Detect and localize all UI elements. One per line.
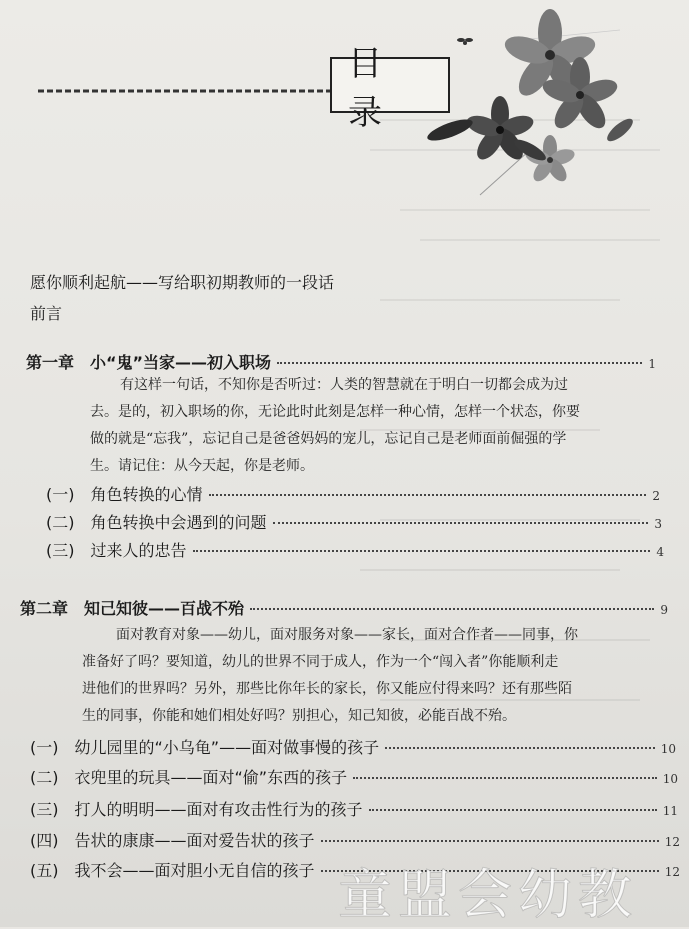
toc-entry-preface[interactable]: 前言: [30, 304, 63, 323]
chapter-1-intro: [90, 372, 580, 480]
toc-section-row[interactable]: [30, 735, 676, 758]
section-title: (一) 角色转换的心情: [46, 485, 203, 504]
toc-entry-foreword[interactable]: 愿你顺利起航——写给职初期教师的一段话: [30, 273, 335, 292]
intro-line: 进他们的世界吗？另外，那些比你年长的家长，你又能应付得来吗？还有那些陌: [82, 681, 572, 697]
intro-line: 做的就是“忘我”，忘记自己是爸爸妈妈的宠儿，忘记自己是老师面前倔强的学: [90, 431, 567, 447]
page-number: 3: [654, 517, 662, 531]
watermark: 童盟会幼教: [338, 863, 638, 926]
section-title: (二) 角色转换中会遇到的问题: [46, 513, 267, 532]
leader-dots: [273, 522, 649, 524]
chapter-2-row[interactable]: [20, 596, 668, 619]
chapter-1-title: 第一章 小“鬼”当家——初入职场: [26, 353, 272, 372]
intro-line: 面对教育对象——幼儿，面对服务对象——家长，面对合作者——同事，你: [116, 627, 578, 643]
toc-section-row[interactable]: [46, 482, 660, 505]
page-number: 2: [652, 489, 660, 503]
toc-section-row[interactable]: [30, 828, 680, 851]
toc-section-row[interactable]: [46, 538, 664, 561]
toc-section-row[interactable]: [30, 797, 678, 820]
section-title: (五) 我不会——面对胆小无自信的孩子: [30, 861, 315, 880]
section-title: (一) 幼儿园里的“小乌龟”——面对做事慢的孩子: [30, 738, 380, 757]
section-title: (三) 打人的明明——面对有攻击性行为的孩子: [30, 800, 363, 819]
chapter-2-title: 第二章 知己知彼——百战不殆: [20, 599, 245, 618]
leader-dots: [321, 840, 659, 842]
page-number: 9: [660, 603, 668, 617]
flower-illustration: [420, 0, 689, 200]
intro-line: 生的同事，你能和她们相处好吗？别担心，知己知彼，必能百战不殆。: [82, 708, 516, 724]
page-number: 12: [664, 835, 680, 849]
page-number: 4: [656, 545, 664, 559]
chapter-1-row[interactable]: [26, 350, 656, 373]
leader-dots: [353, 777, 657, 779]
page-number: 10: [660, 742, 676, 756]
leader-dots: [385, 747, 655, 749]
section-title: (三) 过来人的忠告: [46, 541, 187, 560]
intro-line: 生。请记住：从今天起，你是老师。: [90, 458, 314, 474]
section-title: (二) 衣兜里的玩具——面对“偷”东西的孩子: [30, 768, 348, 787]
intro-line: 有这样一句话，不知你是否听过：人类的智慧就在于明白一切都会成为过: [120, 377, 568, 393]
intro-line: 去。是的，初入职场的你，无论此时此刻是怎样一种心情，怎样一个状态，你要: [90, 404, 580, 420]
toc-section-row[interactable]: [30, 765, 678, 788]
page-number: 10: [662, 772, 678, 786]
leader-dots: [209, 494, 647, 496]
leader-dots: [193, 550, 651, 552]
page-number: 11: [662, 804, 678, 818]
page-title: 目录: [330, 57, 450, 113]
page-number: 12: [664, 865, 680, 879]
leader-dots: [250, 608, 654, 610]
leader-dots: [277, 362, 642, 364]
chapter-2-intro: [82, 622, 578, 730]
intro-line: 准备好了吗？要知道，幼儿的世界不同于成人，作为一个“闯入者”你能顺利走: [82, 654, 559, 670]
section-title: (四) 告状的康康——面对爱告状的孩子: [30, 831, 315, 850]
header-dash-line: [38, 88, 330, 94]
page-number: 1: [648, 357, 656, 371]
toc-section-row[interactable]: [46, 510, 662, 533]
leader-dots: [369, 809, 657, 811]
